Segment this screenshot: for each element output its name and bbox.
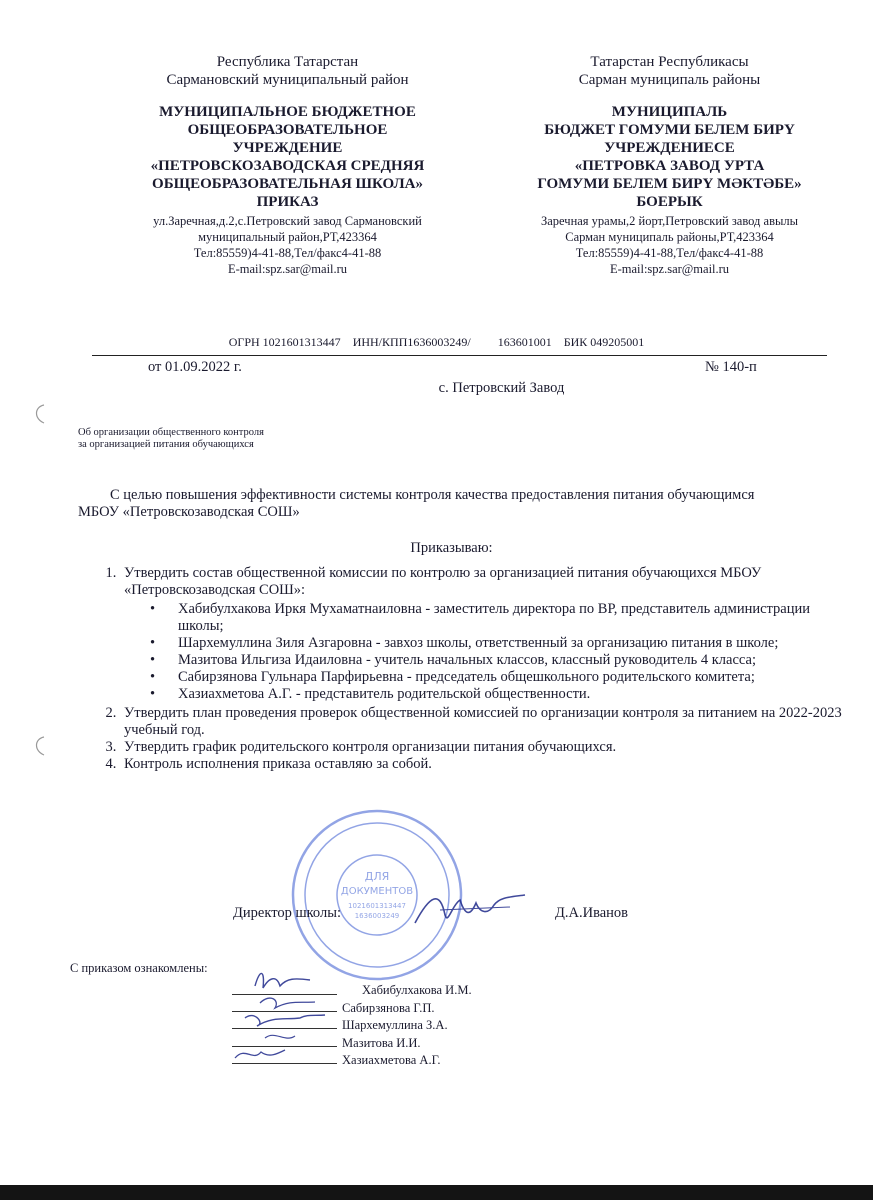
acquainted-label: С приказом ознакомлены: [70, 961, 208, 975]
order-word: Приказываю: [410, 540, 493, 556]
intro-paragraph: С целью повышения эффективности системы контроля качества предоставления питания обучающимся МБОУ «Петровскозаводская СОШ» [78, 487, 755, 520]
stamp-text: ДОКУМЕНТОВ [340, 886, 414, 897]
acquainted-signatures [225, 958, 340, 1073]
binder-hole-mark [28, 403, 48, 425]
order-items [78, 565, 855, 773]
commission-members [124, 601, 855, 703]
kpp: 163601001 [497, 335, 552, 349]
org-name-ru: МУНИЦИПАЛЬНОЕ БЮДЖЕТНОЕ ОБЩЕОБРАЗОВАТЕЛЬНОЕ УЧРЕЖДЕНИЕ «ПЕТРОВСКОЗАВОДСКАЯ СРЕДНЯЯ ОБЩЕОБРАЗОВАТЕЛЬНАЯ ШКОЛА» ПРИКАЗ [120, 103, 455, 211]
scan-bottom-edge [0, 1185, 873, 1200]
republic-ru: Республика Татарстан [216, 54, 359, 70]
header-divider [92, 355, 827, 356]
stamp-text: ДЛЯ [364, 870, 390, 883]
order-place: с. Петровский Завод [438, 380, 565, 396]
address-tt: Заречная урамы,2 йорт,Петровский завод авылы Сарман муниципаль районы,РТ,423364 Тел:85559)4-41-88,Тел/факс4-41-88 E-mail:spz.sar@mail.ru [540, 214, 799, 276]
director-title: Директор школы: [233, 905, 341, 921]
republic-tt: Татарстан Республикасы [590, 54, 749, 70]
member-item: • Сабирзянова Гульнара Парфирьевна - председатель общешкольного родительского комитета; [172, 669, 855, 686]
acquainted-name: Сабирзянова Г.П. [342, 1000, 435, 1015]
director-name: Д.А.Иванов [555, 905, 629, 921]
order-number: № 140-п [705, 359, 757, 375]
header-left [120, 53, 455, 277]
order-item: 1. Утвердить состав общественной комиссии по контролю за организацией питания обучающихся МБОУ «Петровскозаводская СОШ»: • Хабибулхакова Иркя Мухаматнаиловна - заместитель директора по ВР, представитель администрации школы; • Шархемуллина Зиля Азгаровна - завхоз школы, ответственный за организацию питания в школе; • Мазитова Ильгиза Идаиловна - учитель начальных классов, классный руководитель 4 класса; • Сабирзянова Гульнара Парфирьевна - председатель общешкольного родительского комитета; • Хазиахметова А.Г. - представитель родительской общественности. [120, 565, 855, 703]
district-ru: Сармановский муниципальный район [166, 72, 409, 88]
acquainted-name: Шархемуллина З.А. [342, 1018, 448, 1032]
bik: БИК 049205001 [563, 335, 645, 349]
acquainted-names [342, 982, 472, 1070]
order-item: 3. Утвердить график родительского контроля организации питания обучающихся. [120, 739, 855, 756]
registry-line [0, 335, 873, 350]
acquainted-name: Хабибулхакова И.М. [362, 983, 472, 997]
order-item: 4. Контроль исполнения приказа оставляю за собой. [120, 756, 855, 773]
order-date: от 01.09.2022 г. [148, 359, 242, 375]
district-tt: Сарман муниципаль районы [578, 72, 761, 88]
org-name-tt: МУНИЦИПАЛЬ БЮДЖЕТ ГОМУМИ БЕЛЕМ БИРҮ УЧРЕЖДЕНИЕСЕ «ПЕТРОВКА ЗАВОД УРТА ГОМУМИ БЕЛЕМ БИРҮ МӘКТӘБЕ» БОЕРЫК [512, 103, 827, 211]
binder-hole-mark [28, 735, 48, 757]
acquainted-name: Хазиахметова А.Г. [342, 1053, 441, 1067]
inn: ИНН/КПП1636003249/ [352, 335, 471, 349]
stamp-text: 1021601313447 [348, 902, 406, 910]
order-item: 2. Утвердить план проведения проверок общественной комиссией по организации контроля за питанием на 2022-2023 учебный год. [120, 705, 855, 739]
director-signature [410, 885, 530, 930]
member-item: • Хазиахметова А.Г. - представитель родительской общественности. [172, 686, 855, 703]
header-right [512, 53, 827, 277]
doc-type-tt: БОЕРЫК [636, 194, 703, 210]
member-item: • Шархемуллина Зиля Азгаровна - завхоз школы, ответственный за организацию питания в школе; [172, 635, 855, 652]
address-ru: ул.Заречная,д.2,с.Петровский завод Сармановский муниципальный район,РТ,423364 Тел:85559)4-41-88,Тел/факс4-41-88 E-mail:spz.sar@mail.ru [153, 214, 422, 276]
ogrn: ОГРН 1021601313447 [228, 335, 341, 349]
doc-type-ru: ПРИКАЗ [256, 194, 319, 210]
stamp-text: 1636003249 [354, 912, 400, 920]
order-subject: Об организации общественного контроля за организацией питания обучающихся [78, 427, 264, 450]
member-item: • Хабибулхакова Иркя Мухаматнаиловна - заместитель директора по ВР, представитель администрации школы; [172, 601, 855, 635]
acquainted-name: Мазитова И.И. [342, 1035, 421, 1050]
member-item: • Мазитова Ильгиза Идаиловна - учитель начальных классов, классный руководитель 4 класса; [172, 652, 855, 669]
